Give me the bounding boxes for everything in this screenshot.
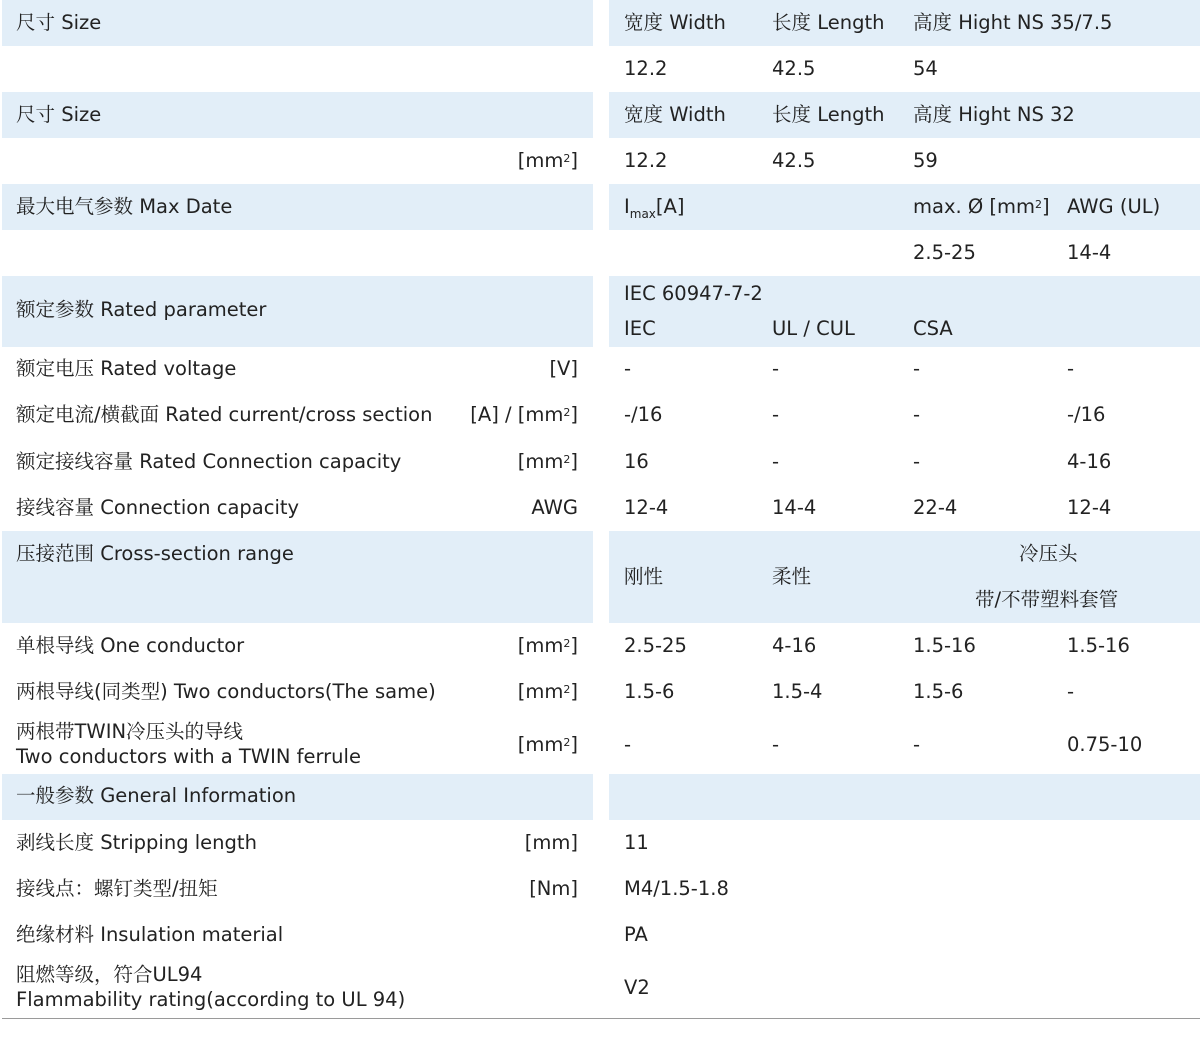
stripping-unit: [mm] [524,831,578,854]
current-csa: - [913,403,921,426]
maxdata-label: 最大电气参数 Max Date [16,195,233,218]
twin-ferrule-rigid: - [624,733,632,756]
current-row [0,393,1200,439]
voltage-ul: - [772,357,780,380]
size2-height-value: 59 [913,149,938,172]
size1-height-header: 高度 Hight NS 35/7.5 [913,11,1113,34]
size1-values-row [0,46,1200,92]
general-header-row [0,774,1200,820]
flammability-label-cn: 阻燃等级，符合UL94 [16,963,203,986]
two-conductors-rigid: 1.5-6 [624,680,675,703]
voltage-iec: - [624,357,632,380]
two-conductors-ferrule-b: - [1067,680,1075,703]
imax-header: $I_{max}[A]$ [624,195,685,221]
size2-header-row [0,92,1200,138]
size1-length-value: 42.5 [772,57,816,80]
size2-width-value: 12.2 [624,149,668,172]
one-conductor-row [0,623,1200,669]
ul-cul-header: UL / CUL [772,317,855,340]
twin-ferrule-label-en: Two conductors with a TWIN ferrule [16,745,361,768]
voltage-csa: - [913,357,921,380]
screw-value: M4/1.5-1.8 [624,877,729,900]
rigid-header: 刚性 [624,565,664,588]
rated-connection-label: 额定接线容量 Rated Connection capacity [16,450,402,473]
size2-height-header: 高度 Hight NS 32 [913,103,1075,126]
size2-unit: $[mm^2]$ [517,149,578,172]
current-awg: -/16 [1067,403,1106,426]
screw-unit: [Nm] [529,877,578,900]
connection-capacity-csa: 22-4 [913,496,958,519]
two-conductors-row [0,669,1200,715]
size1-width-value: 12.2 [624,57,668,80]
insulation-label: 绝缘材料 Insulation material [16,923,284,946]
one-conductor-ferrule-b: 1.5-16 [1067,634,1130,657]
voltage-unit: [V] [549,357,578,380]
current-label: 额定电流/横截面 Rated current/cross section [16,403,433,426]
rated-connection-csa: - [913,450,921,473]
current-ul: - [772,403,780,426]
twin-ferrule-label-cn: 两根带TWIN冷压头的导线 [16,720,244,743]
twin-ferrule-ferrule-b: 0.75-10 [1067,733,1143,756]
current-unit: $[A] / [mm^2]$ [470,403,578,426]
max-diameter-value: 2.5-25 [913,241,976,264]
rated-connection-awg: 4-16 [1067,450,1112,473]
size2-length-header: 长度 Length [772,103,885,126]
screw-label: 接线点：螺钉类型/扭矩 [16,877,218,900]
two-conductors-ferrule-a: 1.5-6 [913,680,964,703]
voltage-row [0,347,1200,393]
twin-ferrule-ferrule-a: - [913,733,921,756]
flexible-header: 柔性 [772,565,812,588]
csa-header: CSA [913,317,953,340]
stripping-label: 剥线长度 Stripping length [16,831,257,854]
connection-capacity-label: 接线容量 Connection capacity [16,496,300,519]
flammability-label-en: Flammability rating(according to UL 94) [16,988,406,1011]
table-bottom-rule [2,1018,1200,1019]
connection-capacity-awg: 12-4 [1067,496,1112,519]
rated-connection-row [0,439,1200,485]
connection-capacity-unit: AWG [531,496,578,519]
one-conductor-label: 单根导线 One conductor [16,634,245,657]
current-iec: -/16 [624,403,663,426]
general-label: 一般参数 General Information [16,784,297,807]
size2-values-row [0,138,1200,184]
max-diameter-header: max. Ø $[mm^2]$ [913,195,1050,218]
size1-length-header: 长度 Length [772,11,885,34]
iec-header: IEC [624,317,656,340]
flammability-row [0,958,1200,1018]
size2-length-value: 42.5 [772,149,816,172]
connection-capacity-row [0,485,1200,531]
crossrange-label: 压接范围 Cross-section range [16,542,294,565]
twin-ferrule-flexible: - [772,733,780,756]
awg-ul-header: AWG (UL) [1067,195,1161,218]
connection-capacity-ul: 14-4 [772,496,817,519]
awg-ul-value: 14-4 [1067,241,1112,264]
one-conductor-unit: $[mm^2]$ [517,634,578,657]
ferrule-subheader: 带/不带塑料套管 [975,588,1119,611]
voltage-awg: - [1067,357,1075,380]
size2-label: 尺寸 Size [16,103,102,126]
insulation-value: PA [624,923,648,946]
standard-header: IEC 60947-7-2 [624,282,763,305]
flammability-value: V2 [624,976,650,999]
connection-capacity-iec: 12-4 [624,496,669,519]
one-conductor-flexible: 4-16 [772,634,817,657]
voltage-label: 额定电压 Rated voltage [16,357,237,380]
size1-height-value: 54 [913,57,938,80]
size1-width-header: 宽度 Width [624,11,726,34]
insulation-row [0,912,1200,958]
rated-header-row [0,276,1200,347]
header-cell-right [609,774,1200,820]
two-conductors-unit: $[mm^2]$ [517,680,578,703]
one-conductor-ferrule-a: 1.5-16 [913,634,976,657]
stripping-value: 11 [624,831,649,854]
one-conductor-rigid: 2.5-25 [624,634,687,657]
rated-connection-ul: - [772,450,780,473]
size1-label: 尺寸 Size [16,11,102,34]
screw-row [0,866,1200,912]
size2-width-header: 宽度 Width [624,103,726,126]
crossrange-header-row [0,531,1200,623]
two-conductors-flexible: 1.5-4 [772,680,823,703]
rated-label: 额定参数 Rated parameter [16,298,267,321]
stripping-row [0,820,1200,866]
rated-connection-iec: 16 [624,450,649,473]
ferrule-header: 冷压头 [1019,542,1078,565]
twin-ferrule-unit: $[mm^2]$ [517,733,578,756]
maxdata-header-row [0,184,1200,230]
twin-ferrule-row [0,715,1200,774]
maxdata-values-row [0,230,1200,276]
two-conductors-label: 两根导线(同类型) Two conductors(The same) [16,680,436,703]
rated-connection-unit: $[mm^2]$ [517,450,578,473]
size1-header-row [0,0,1200,46]
